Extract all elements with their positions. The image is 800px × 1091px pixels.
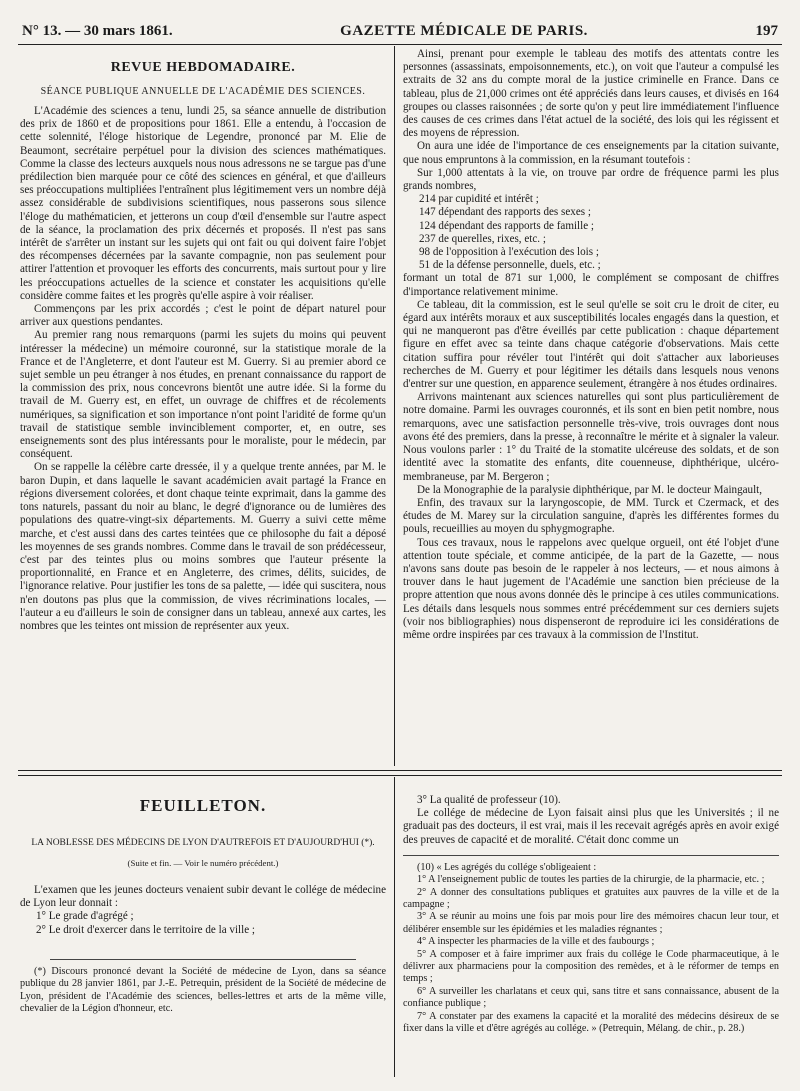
paragraph: Ainsi, prenant pour exemple le tableau des motifs des attentats contre les personnes (assassinats, empoisonnements, etc.), on voit que l'auteur a compulsé les extraits de 32 ans du compte moral de la justice criminelle en France. Dans ce tableau, plus de 21,000 crimes ont été appréciés dans leurs causes, et divisés en 164 groupes ou classes raisonnées ; de sorte qu'on y peut lire immédiatement l'influence des causes de ces crimes dans l'état actuel de la société, des lois qui les régissent et des moyens de répression. — [403, 48, 779, 140]
stat-line: 237 de querelles, rixes, etc. ; — [419, 232, 546, 245]
footnotes — [403, 862, 779, 1036]
stat-line: 51 de la défense personnelle, duels, etc. ; — [419, 259, 601, 272]
paragraph: formant un total de 871 sur 1,000, le complément se composant de chiffres d'importance relativement minime. — [403, 272, 779, 298]
stat-line: 98 de l'opposition à l'exécution des lois ; — [419, 246, 599, 259]
paragraph: Le collége de médecine de Lyon faisait ainsi plus que les Universités ; il ne graduait pas des docteurs, il est vrai, mais il les recevait agrégés après en avoir exigé des preuves de capacité et de moralité. C'était donc comme un — [403, 807, 779, 846]
list-item: 1° Le grade d'agrégé ; — [36, 910, 134, 923]
paragraph: L'examen que les jeunes docteurs venaient subir devant le collége de médecine de Lyon leur donnait : — [20, 884, 386, 910]
paragraph: Arrivons maintenant aux sciences naturelles qui sont plus particulièrement de notre domaine. Parmi les ouvrages couronnés, et ils sont en bien petit nombre, nous remarquons, avec une satisfaction personnelle très-vive, trois ouvrages dont nous avons été des premiers, dans la presse, à reconnaître le mérite et à signaler la valeur. Nous voulons parler : 1° du Traité de la stomatite ulcéreuse des soldats, et de son identité avec la stomatite des enfants, dite couenneuse, diphthérique, ulcéro-membraneuse, par M. Bergeron ; — [403, 391, 779, 483]
paragraph: On aura une idée de l'importance de ces enseignements par la citation suivante, que nous empruntons à la commission, en la résumant toutefois : — [403, 140, 779, 166]
note-item: 5° A composer et à faire imprimer aux frais du collége le Code pharmaceutique, à le délivrer aux pharmaciens pour la composition des remèdes, et à le réformer de temps en temps ; — [403, 948, 779, 985]
paragraph: 3° La qualité de professeur (10). — [417, 794, 561, 806]
note-item: 6° A surveiller les charlatans et ceux qui, sans titre et sans connaissance, abusent de la confiance publique ; — [403, 985, 779, 1010]
footnote-separator — [50, 959, 356, 960]
column-divider-bottom — [394, 777, 395, 1077]
paragraph: Au premier rang nous remarquons (parmi les sujets du moins qui peuvent intéresser la médecine) un mémoire couronné, sur la statistique morale de la France et de l'Angleterre, et dont l'auteur est M. Guerry. Si au premier abord ce sujet semble un peu étranger à nos études, en prenant connaissance du rapport de la commission des prix, nous concevrons bientôt une autre idée. Si la forme du travail de M. Guerry est, en effet, un ouvrage de chiffres et de récolements numériques, sa signification et son importance n'ont point l'aridité de forme qu'un travail de statistique semble invinciblement comporter, et, en outre, ses enseignements sont des plus intéressants pour le moraliste, pour le médecin, par conséquent. — [20, 329, 386, 461]
note-intro: (10) « Les agrégés du collége s'obligeaient : — [417, 861, 597, 873]
footnote: (*) Discours prononcé devant la Société de médecine de Lyon, dans sa séance publique du 28 janvier 1861, par J.-E. Petrequin, président de la Société de médecine de Lyon, président de l'Académie des sciences, belles-lettres et arts de la même ville, chevalier de la Légion d'honneur, etc. — [20, 965, 386, 1015]
journal-title: GAZETTE MÉDICALE DE PARIS. — [340, 23, 588, 39]
stat-line: 147 dépendant des rapports des sexes ; — [419, 206, 591, 219]
stat-line: 124 dépendant des rapports de famille ; — [419, 219, 594, 232]
feuilleton-rule-2 — [18, 775, 782, 776]
feuilleton-right-column — [403, 794, 779, 1086]
notes-separator — [403, 855, 779, 856]
paragraph: Sur 1,000 attentats à la vie, on trouve par ordre de fréquence parmi les plus grands nombres, — [403, 166, 779, 193]
paragraph: Commençons par les prix accordés ; c'est le point de départ naturel pour arriver aux questions pendantes. — [20, 303, 386, 329]
stat-line: 214 par cupidité et intérêt ; — [419, 193, 539, 206]
feuilleton-left-column — [20, 790, 386, 1085]
header-rule — [18, 44, 782, 45]
paragraph: Ce tableau, dit la commission, est le seul qu'elle se soit cru le droit de citer, eu égard aux intérêts moraux et aux susceptibilités locales engagés dans la question, et qui ne manqueront pas d'être éveillés par cette publication : chaque département figure en effet avec sa teinte dans chaque catégorie d'observations. Mais cette citation suffira pour révéler tout l'intérêt qui doit s'attacher aux laborieuses recherches de M. Guerry et pour légitimer les détails dans lesquels nous venons d'entrer sur une question, en apparence seulement, étrangère à nos études ordinaires. — [403, 298, 779, 391]
feuilleton-list — [20, 910, 386, 936]
revue-title: REVUE HEBDOMADAIRE. — [110, 60, 296, 75]
paragraph: On se rappelle la célèbre carte dressée, il y a quelque trente années, par M. le baron Dupin, et dans laquelle le savant académicien avait partagé la France en régions diversement colorées, et dont chaque teinte exprimait, dans la gamme des tons naturels, passant du noir au blanc, le degré d'ignorance ou de lumières des populations des quatre-vingt-six départements. M. Guerry a suivi cette même marche, et c'est aussi dans des cartes teintées que ce philosophe du fait a déposé les moyennes de ses grands nombres. Comme dans le travail de son prédécesseur, c'est par des teintes plus ou moins sombres que l'auteur présente la proportionnalité, en France et en Angleterre, des crimes, délits, suicides, de l'ignorance relative. Pour justifier les tons de sa palette, — idée qui suscitera, nous n'en doutons pas plus que la commission, de vives récriminations locales, —l'auteur a eu d'ailleurs le soin de consigner dans un tableau, annexé aux cartes, les nombres que les teintes ont mission de représenter aux yeux. — [20, 461, 386, 632]
paragraph: Tous ces travaux, nous le rappelons avec quelque orgueil, ont été l'objet d'une attention toute spéciale, et comme anticipée, de la part de la Gazette, — nous n'avons sans doute pas besoin de le rappeler à nos lecteurs, — et nous aimons à trouver dans le haut jugement de l'Académie une sanction bien précieuse de la propre attention que nous avons donnée dès le principe à ces utiles communications. Les détails dans lesquels nous sommes entré précédemment sur ces derniers sujets (voir nos bibliographies) nous dispenseront de reproduire ici les considérations de même ordre inspirées par ces travaux à la commission de l'Institut. — [403, 536, 779, 641]
note-item: 2° A donner des consultations publiques et gratuites aux pauvres de la ville et de la campagne ; — [403, 886, 779, 911]
note-item: 7° A constater par des examens la capacité et la moralité des médecins désireux de se fixer dans la ville et d'être agrégés au collége. » (Petrequin, Mélang. de chir., p. 28.) — [403, 1010, 779, 1035]
statistics-list — [403, 193, 779, 272]
feuilleton-subtitle: LA NOBLESSE DES MÉDECINS DE LYON D'AUTREFOIS ET D'AUJOURD'HUI (*). — [31, 838, 375, 848]
revue-left-column — [20, 58, 386, 766]
feuilleton-continued: (Suite et fin. — Voir le numéro précédent.) — [127, 858, 279, 868]
revue-right-column — [403, 48, 779, 766]
note-item: 3° A se réunir au moins une fois par mois pour lire des mémoires chacun leur tour, et délibérer ensemble sur les épidémies et les maladies régnantes ; — [403, 911, 779, 935]
list-item: 2° Le droit d'exercer dans le territoire de la ville ; — [36, 923, 255, 936]
note-item: 1° A l'enseignement public de toutes les parties de la chirurgie, de la pharmacie, etc. ; — [417, 874, 765, 886]
revue-subtitle: SÉANCE PUBLIQUE ANNUELLE DE L'ACADÉMIE DES SCIENCES. — [40, 86, 366, 97]
paragraph: De la Monographie de la paralysie diphthérique, par M. le docteur Maingault, — [417, 483, 763, 496]
column-divider-top — [394, 46, 395, 766]
page-header — [22, 18, 778, 40]
feuilleton-rule-1 — [18, 770, 782, 771]
feuilleton-title: FEUILLETON. — [139, 796, 267, 815]
note-item: 4° A inspecter les pharmacies de la ville et des faubourgs ; — [417, 936, 655, 948]
page-number: 197 — [755, 23, 778, 39]
paragraph: L'Académie des sciences a tenu, lundi 25, sa séance annuelle de distribution des prix de 1860 et de propositions pour 1861. Elle a entendu, à l'occasion de cette solennité, l'éloge historique de Legendre, prononcé par M. Elie de Beaumont, secrétaire perpétuel pour la division des sciences mathématiques. Comme la classe des lecteurs auxquels nous nous adressons ne se targue pas d'une prédilection bien marquée pour ce côté des sciences en général, et que d'ailleurs ses préoccupations multipliées l'entraînent plus légitimement vers un nombre déjà assez considérable de subdivisions scientifiques, nous passerons sous silence l'éloge du mathématicien, et jetterons un coup d'œil d'ensemble sur l'autre aspect de la séance, la proclamation des prix décernés et proposés. Il n'est pas sans intérêt de s'arrêter un instant sur les sujets qui ont fait ou qui doivent faire l'objet des récompenses décernées par la savante compagnie, non pas seulement pour attirer l'attention et provoquer les efforts des concurrents, mais surtout pour y lire les préoccupations actuelles de la science et constater les acquisitions qu'elle considère comme faites et les progrès qu'elle aspire à voir réaliser. — [20, 105, 386, 302]
paragraph: Enfin, des travaux sur la laryngoscopie, de MM. Turck et Czermack, et des études de M. Marey sur la circulation sanguine, d'après les différentes formes du pouls, recueillies au moyen du sphygmographe. — [403, 496, 779, 536]
issue-date: N° 13. — 30 mars 1861. — [22, 23, 173, 39]
